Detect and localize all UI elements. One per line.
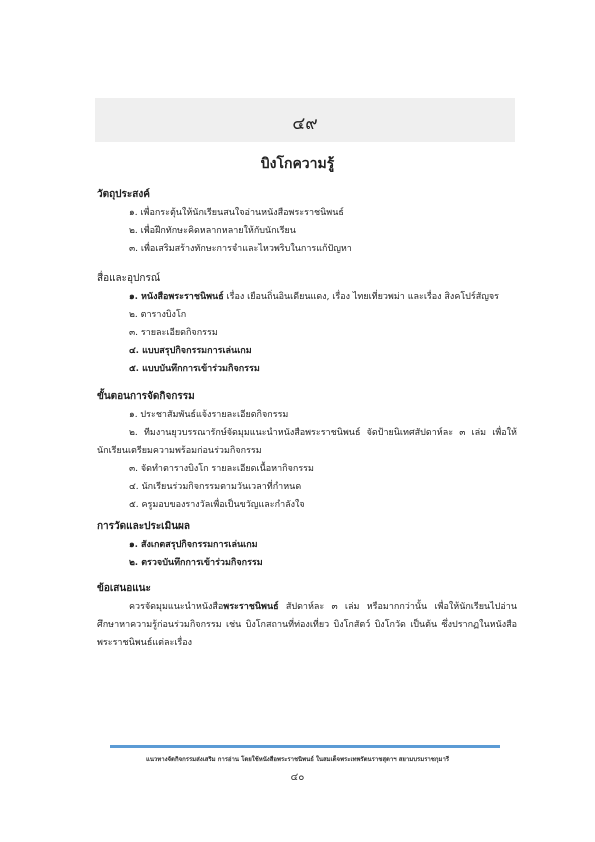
- list-item: ๑. สังเกตสรุปกิจกรรมการเล่นเกม: [129, 540, 258, 550]
- materials-section: [97, 270, 517, 378]
- chapter-number: ๔๙: [292, 114, 318, 134]
- list-item: ๓. เพื่อเสริมสร้างทักษะการจำและไหวพริบในการแก้ปัญหา: [129, 244, 352, 254]
- materials-heading: สื่อและอุปกรณ์: [97, 273, 161, 284]
- materials-item1-rest: เรื่อง เยือนถิ่นอินเดียนแดง, เรื่อง ไทยเที่ยวพม่า และเรื่อง สิงคโปร์สัญจร: [223, 292, 499, 302]
- page-title: บิงโกความรู้: [260, 156, 335, 172]
- list-item: ๑. เพื่อกระตุ้นให้นักเรียนสนใจอ่านหนังสือพระราชนิพนธ์: [129, 208, 344, 218]
- footer-divider: [110, 745, 500, 748]
- page-number: ๔๐: [290, 772, 305, 783]
- suggestions-section: [97, 580, 517, 652]
- objectives-heading: วัตถุประสงค์: [97, 189, 150, 200]
- chapter-number-band: [95, 98, 515, 142]
- suggestions-text-post: สัปดาห์ละ ๓ เล่ม หรือมากกว่านั้น เพื่อให้นักเรียนไปอ่านศึกษาหาความรู้ก่อนร่วมกิจกรรม เช่น บิงโกสถานที่ท่องเที่ยว บิงโกสัตว์ บิงโกวัด เป็นต้น ซึ่งปรากฏในหนังสือพระราชนิพนธ์แต่ละเรื่อง: [97, 602, 517, 648]
- list-item: ๒. ตารางบิงโก: [129, 310, 187, 320]
- list-item: ๔. แบบสรุปกิจกรรมการเล่นเกม: [129, 346, 252, 356]
- list-item: ๓. จัดทำตารางบิงโก รายละเอียดเนื้อหากิจกรรม: [129, 464, 314, 474]
- steps-section: [97, 388, 517, 514]
- evaluation-heading: การวัดและประเมินผล: [97, 521, 191, 532]
- list-item: ๕. ครูมอบของรางวัลเพื่อเป็นขวัญและกำลังใจ: [129, 500, 305, 510]
- evaluation-section: [97, 518, 517, 572]
- materials-item1-bold: ๑. หนังสือพระราชนิพนธ์: [129, 292, 224, 302]
- list-item: ๕. แบบบันทึกการเข้าร่วมกิจกรรม: [129, 364, 260, 374]
- list-item: ๑. ประชาสัมพันธ์แจ้งรายละเอียดกิจกรรม: [129, 410, 289, 420]
- list-item: [97, 288, 517, 306]
- suggestions-text-pre: ควรจัดมุมแนะนำหนังสือ: [129, 602, 224, 612]
- list-item: ๓. รายละเอียดกิจกรรม: [129, 328, 218, 338]
- list-item: ๒. เพื่อฝึกทักษะคิดหลากหลายให้กับนักเรียน: [129, 226, 296, 236]
- list-item: ๔. นักเรียนร่วมกิจกรรมตามวันเวลาที่กำหนด: [129, 482, 302, 492]
- suggestions-paragraph: [97, 598, 517, 652]
- footer-text: แนวทางจัดกิจกรรมส่งเสริม การอ่าน โดยใช้หนังสือพระราชนิพนธ์ ในสมเด็จพระเทพรัตนราชสุดาฯ สยามบรมราชกุมารี: [145, 756, 450, 763]
- steps-heading: ขั้นตอนการจัดกิจกรรม: [97, 391, 195, 402]
- suggestions-text-bold: พระราชนิพนธ์: [223, 602, 279, 612]
- suggestions-heading: ข้อเสนอแนะ: [97, 583, 151, 594]
- objectives-section: [97, 186, 517, 258]
- list-item: ๒. ทีมงานยุวบรรณารักษ์จัดมุมแนะนำหนังสือพระราชนิพนธ์ จัดป้ายนิเทศสัปดาห์ละ ๓ เล่ม เพื่อให้นักเรียนเตรียมความพร้อมก่อนร่วมกิจกรรม: [97, 428, 517, 456]
- list-item: ๒. ตรวจบันทึกการเข้าร่วมกิจกรรม: [129, 558, 263, 568]
